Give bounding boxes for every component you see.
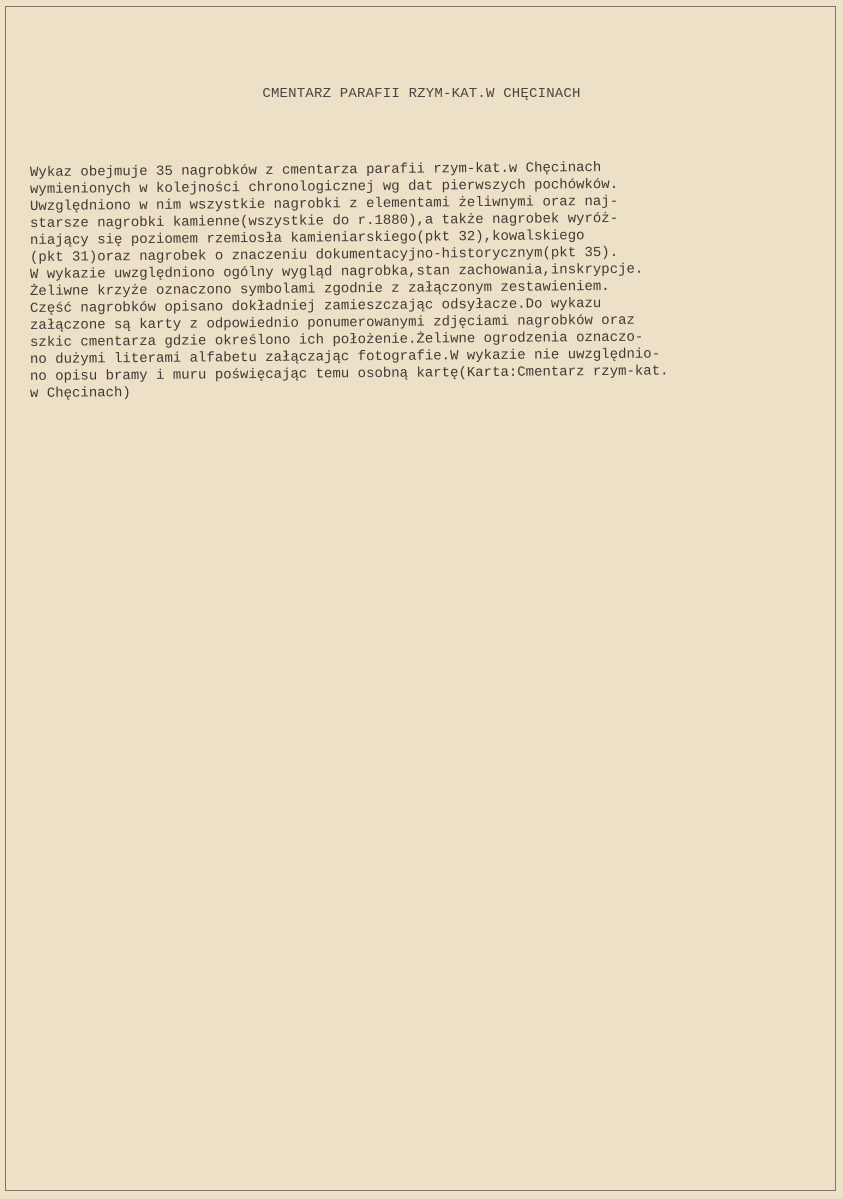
- text-line: w Chęcinach): [29, 385, 131, 402]
- text-line: Część nagrobków opisano dokładniej zamieszczając odsyłacze.Do wykazu: [29, 296, 602, 317]
- document-title: CMENTARZ PARAFII RZYM-KAT.W CHĘCINACH: [262, 86, 581, 102]
- text-line: szkic cmentarza gdzie określono ich położenie.Żeliwne ogrodzenia oznaczo-: [29, 329, 644, 351]
- document-body: [29, 160, 840, 403]
- text-line: no dużymi literami alfabetu załączając fotografie.W wykazie nie uwzględnio-: [29, 346, 661, 368]
- text-line: W wykazie uwzględniono ogólny wygląd nagrobka,stan zachowania,inskrypcje.: [29, 261, 644, 283]
- text-line: starsze nagrobki kamienne(wszystkie do r.1880),a także nagrobek wyróż-: [29, 210, 619, 232]
- text-line: (pkt 31)oraz nagrobek o znaczeniu dokumentacyjno-historycznym(pkt 35).: [29, 244, 619, 266]
- text-line: niający się poziomem rzemiosła kamieniarskiego(pkt 32),kowalskiego: [29, 228, 585, 249]
- text-line: załączone są karty z odpowiednio ponumerowanymi zdjęciami nagrobków oraz: [29, 312, 635, 334]
- text-line: Uwzględniono w nim wszystkie nagrobki z elementami żeliwnymi oraz naj-: [29, 193, 619, 215]
- text-line: Wykaz obejmuje 35 nagrobków z cmentarza parafii rzym-kat.w Chęcinach: [29, 160, 602, 181]
- text-line: Żeliwne krzyże oznaczono symbolami zgodnie z załączonym zestawieniem.: [29, 278, 610, 300]
- text-line: no opisu bramy i muru poświęcając temu osobną kartę(Karta:Cmentarz rzym-kat.: [29, 363, 669, 385]
- text-line: wymienionych w kolejności chronologicznej wg dat pierwszych pochówków.: [29, 176, 619, 198]
